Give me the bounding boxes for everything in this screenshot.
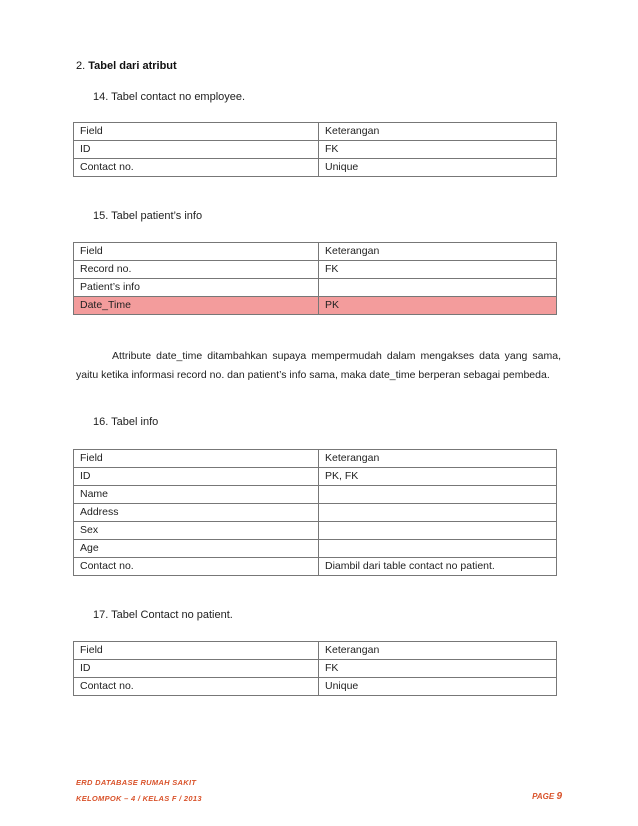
header-cell-keterangan: Keterangan <box>319 123 557 141</box>
header-cell-keterangan: Keterangan <box>319 642 557 660</box>
cell-field: Record no. <box>74 261 319 279</box>
header-cell-keterangan: Keterangan <box>319 243 557 261</box>
page-number <box>532 791 562 802</box>
table-row <box>74 159 557 177</box>
cell-field: Contact no. <box>74 558 319 576</box>
cell-keterangan: FK <box>319 660 557 678</box>
footer-group: KELOMPOK – 4 / KELAS F / 2013 <box>76 794 202 803</box>
section-title: Tabel dari atribut <box>88 60 177 72</box>
header-cell-field: Field <box>74 450 319 468</box>
table-contact-no-employee <box>73 122 557 177</box>
section-heading <box>76 60 177 72</box>
cell-field: Age <box>74 540 319 558</box>
cell-field: Patient’s info <box>74 279 319 297</box>
cell-field: Contact no. <box>74 159 319 177</box>
table-row <box>74 504 557 522</box>
cell-keterangan: Unique <box>319 678 557 696</box>
table-caption-17: 17. Tabel Contact no patient. <box>93 609 233 621</box>
cell-field: Address <box>74 504 319 522</box>
table-header-row <box>74 642 557 660</box>
page-number-value: 9 <box>556 791 562 802</box>
table-row <box>74 540 557 558</box>
cell-keterangan: FK <box>319 261 557 279</box>
cell-keterangan <box>319 522 557 540</box>
section-number: 2. <box>76 60 86 72</box>
cell-keterangan: FK <box>319 141 557 159</box>
table-caption-14: 14. Tabel contact no employee. <box>93 91 246 103</box>
cell-field: Sex <box>74 522 319 540</box>
cell-field: ID <box>74 141 319 159</box>
table-patients-info <box>73 242 557 315</box>
page-label: PAGE <box>532 792 555 801</box>
header-cell-field: Field <box>74 642 319 660</box>
cell-keterangan: Unique <box>319 159 557 177</box>
footer-title: ERD DATABASE RUMAH SAKIT <box>76 778 197 787</box>
table-row <box>74 279 557 297</box>
table-header-row <box>74 123 557 141</box>
table-row <box>74 468 557 486</box>
header-cell-field: Field <box>74 243 319 261</box>
table-contact-no-patient <box>73 641 557 696</box>
table-row <box>74 678 557 696</box>
table-row <box>74 141 557 159</box>
table-header-row <box>74 243 557 261</box>
table-caption-16: 16. Tabel info <box>93 416 159 428</box>
table-caption-15: 15. Tabel patient’s info <box>93 210 203 222</box>
cell-keterangan: Diambil dari table contact no patient. <box>319 558 557 576</box>
cell-field: ID <box>74 468 319 486</box>
table-row <box>74 522 557 540</box>
paragraph-text: Attribute date_time ditambahkan supaya mempermudah dalam mengakses data yang sama, yaitu ketika informasi record no. dan patient’s info sama, maka date_time berperan sebagai pembeda. <box>76 350 561 381</box>
table-row <box>74 660 557 678</box>
table-info <box>73 449 557 576</box>
cell-keterangan: PK <box>319 297 557 315</box>
cell-field: ID <box>74 660 319 678</box>
table-row <box>74 486 557 504</box>
cell-keterangan <box>319 504 557 522</box>
cell-keterangan <box>319 279 557 297</box>
table-row <box>74 558 557 576</box>
cell-field: Date_Time <box>74 297 319 315</box>
cell-field: Contact no. <box>74 678 319 696</box>
table-row <box>74 261 557 279</box>
explanation-paragraph <box>76 347 561 385</box>
cell-keterangan: PK, FK <box>319 468 557 486</box>
header-cell-field: Field <box>74 123 319 141</box>
header-cell-keterangan: Keterangan <box>319 450 557 468</box>
cell-keterangan <box>319 486 557 504</box>
cell-field: Name <box>74 486 319 504</box>
table-header-row <box>74 450 557 468</box>
table-row-highlighted <box>74 297 557 315</box>
cell-keterangan <box>319 540 557 558</box>
